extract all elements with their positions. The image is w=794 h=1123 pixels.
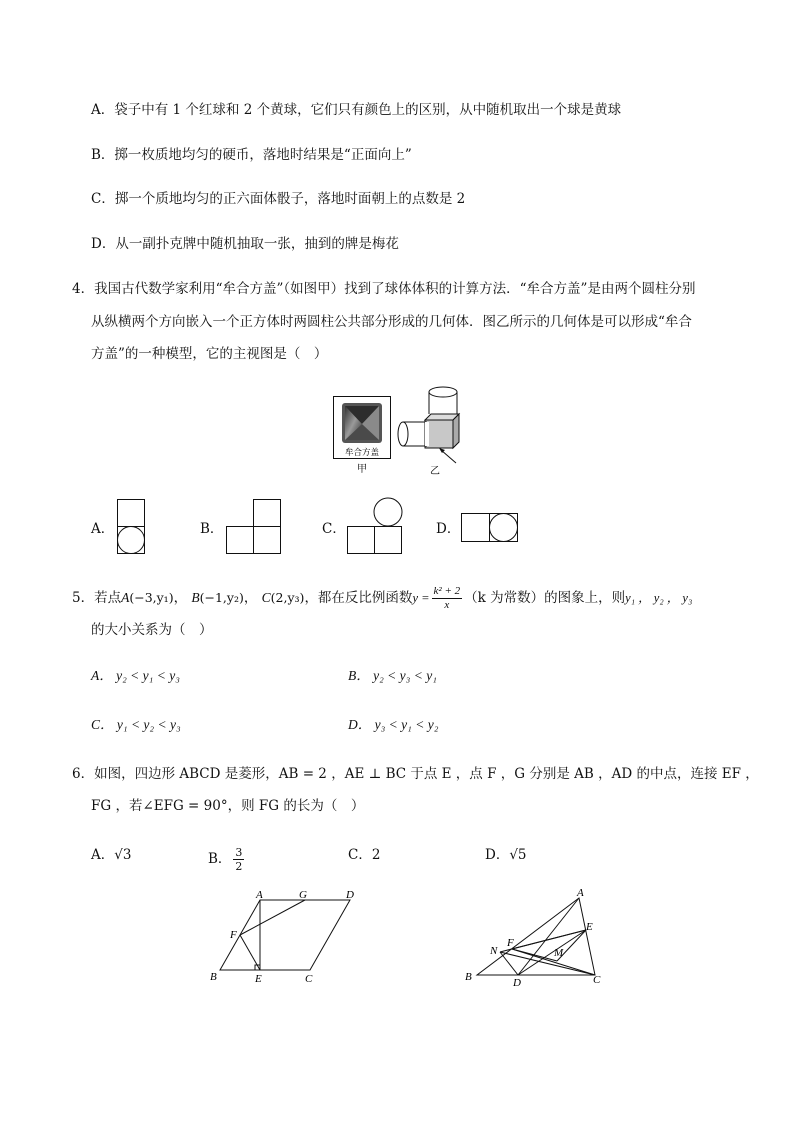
q6-option-b-num: 3 [235,846,243,859]
q6-option-b [208,846,246,873]
fig2-label-b: B [465,971,472,983]
fig1-label-g: G [299,889,307,901]
q5-option-c: C． y₁ < y₂ < y₃ [91,717,181,732]
q5-stem-line2: 的大小关系为（ ） [91,622,213,638]
fig2-label-m: M [554,947,564,959]
fig1-label-b: B [210,971,217,983]
q4-option-b-label: B． [200,521,224,537]
q4-stem-line1: 4．我国古代数学家利用“牟合方盖”（如图甲）找到了球体体积的计算方法．“牟合方盖”是由两个圆柱分别 [72,281,696,297]
q3-option-d: D．从一副扑克牌中随机抽取一张，抽到的牌是梅花 [91,236,399,252]
fig1-label-f: F [230,929,237,941]
fig2-label-d: D [513,977,521,989]
q4-option-a-label: A． [91,521,115,537]
q5-prefix: 5．若点 [72,590,122,606]
fig2-label-a: A [577,887,584,899]
fig2-label-e: E [586,921,593,933]
q5-point-a: A [121,590,130,605]
q4-figure-jia [333,396,393,476]
fig1-label-d: D [346,889,354,901]
q4-option-d-figure [460,512,520,544]
q4-fig-label-inner: 牟合方盖 [344,447,380,457]
q5-option-a: A． y₂ < y₁ < y₃ [91,668,180,683]
q4-fig-label-jia: 甲 [357,464,367,475]
q5-point-b-coord: (−1,y₂) [199,590,244,605]
q5-func-num: k² + 2 [433,585,461,597]
q6-figure-rhombus [205,890,370,990]
q6-option-d: D．√5 [485,847,527,863]
q5-func-den: x [444,599,450,611]
q5-option-d: D． y₃ < y₁ < y₂ [348,717,439,732]
fig1-label-a: A [256,889,263,901]
q4-stem-line3: 方盖”的一种模型，它的主视图是（ ） [91,346,328,362]
q3-option-b: B．掷一枚质地均匀的硬币，落地时结果是“正面向上” [91,147,412,163]
q4-option-a-figure [115,498,147,558]
q4-stem-line2: 从纵横两个方向嵌入一个正方体时两圆柱公共部分形成的几何体．图乙所示的几何体是可以形成“牟合 [91,314,692,330]
fig1-label-c: C [305,973,313,985]
q6-option-b-den: 2 [235,860,243,873]
q5-func-lhs: y = [412,591,430,605]
q5-k-note: （k 为常数）的图象上，则 [464,590,626,606]
q5-mid: ，都在反比例函数 [304,590,413,606]
q3-option-a: A．袋子中有 1 个红球和 2 个黄球，它们只有颜色上的区别，从中随机取出一个球是黄球 [91,102,622,118]
q6-option-c: C．2 [348,847,381,863]
q5-stem-line1: 5．若点A(−3,y₁)， B(−1,y₂)， C(2,y₃)，都在反比例函数y = $\frac{\text{k² + 2}}{x}$ （k 为常数）的图象上，则y₁ ， y₂ ， y₃ [72,585,693,611]
q4-option-c-figure [346,496,406,558]
q5-func-fraction [432,585,463,612]
q5-option-b: B． y₂ < y₃ < y₁ [348,668,437,683]
q6-option-b-fraction [233,846,244,873]
q4-fig-label-yi: 乙 [430,466,440,477]
q5-point-c: C [261,590,271,605]
q4-figure-yi [395,384,465,479]
q5-point-a-coord: (−3,y₁) [129,590,174,605]
fig1-label-e: E [255,973,262,985]
q5-point-b: B [191,590,200,605]
q6-figure-triangle [462,888,612,988]
fig2-label-c: C [593,974,601,986]
fig2-label-f: F [507,937,514,949]
q6-stem-line2: FG ，若∠EFG = 90°，则 FG 的长为（ ） [91,798,365,814]
q5-vars: y₁ ， y₂ ， y₃ [625,591,693,605]
q6-option-b-prefix: B． [208,851,232,867]
q4-option-b-figure [225,498,285,558]
q6-option-a: A．√3 [91,847,132,863]
q4-option-c-label: C． [322,521,346,537]
q5-point-c-coord: (2,y₃) [270,590,305,605]
q3-option-c: C．掷一个质地均匀的正六面体骰子，落地时面朝上的点数是 2 [91,191,466,207]
q6-stem-line1: 6．如图，四边形 ABCD 是菱形，AB = 2 ，AE ⊥ BC 于点 E ，点 F ，G 分别是 AB ，AD 的中点，连接 EF ， [72,766,759,782]
fig2-label-n: N [490,945,498,957]
q4-option-d-label: D． [436,521,461,537]
